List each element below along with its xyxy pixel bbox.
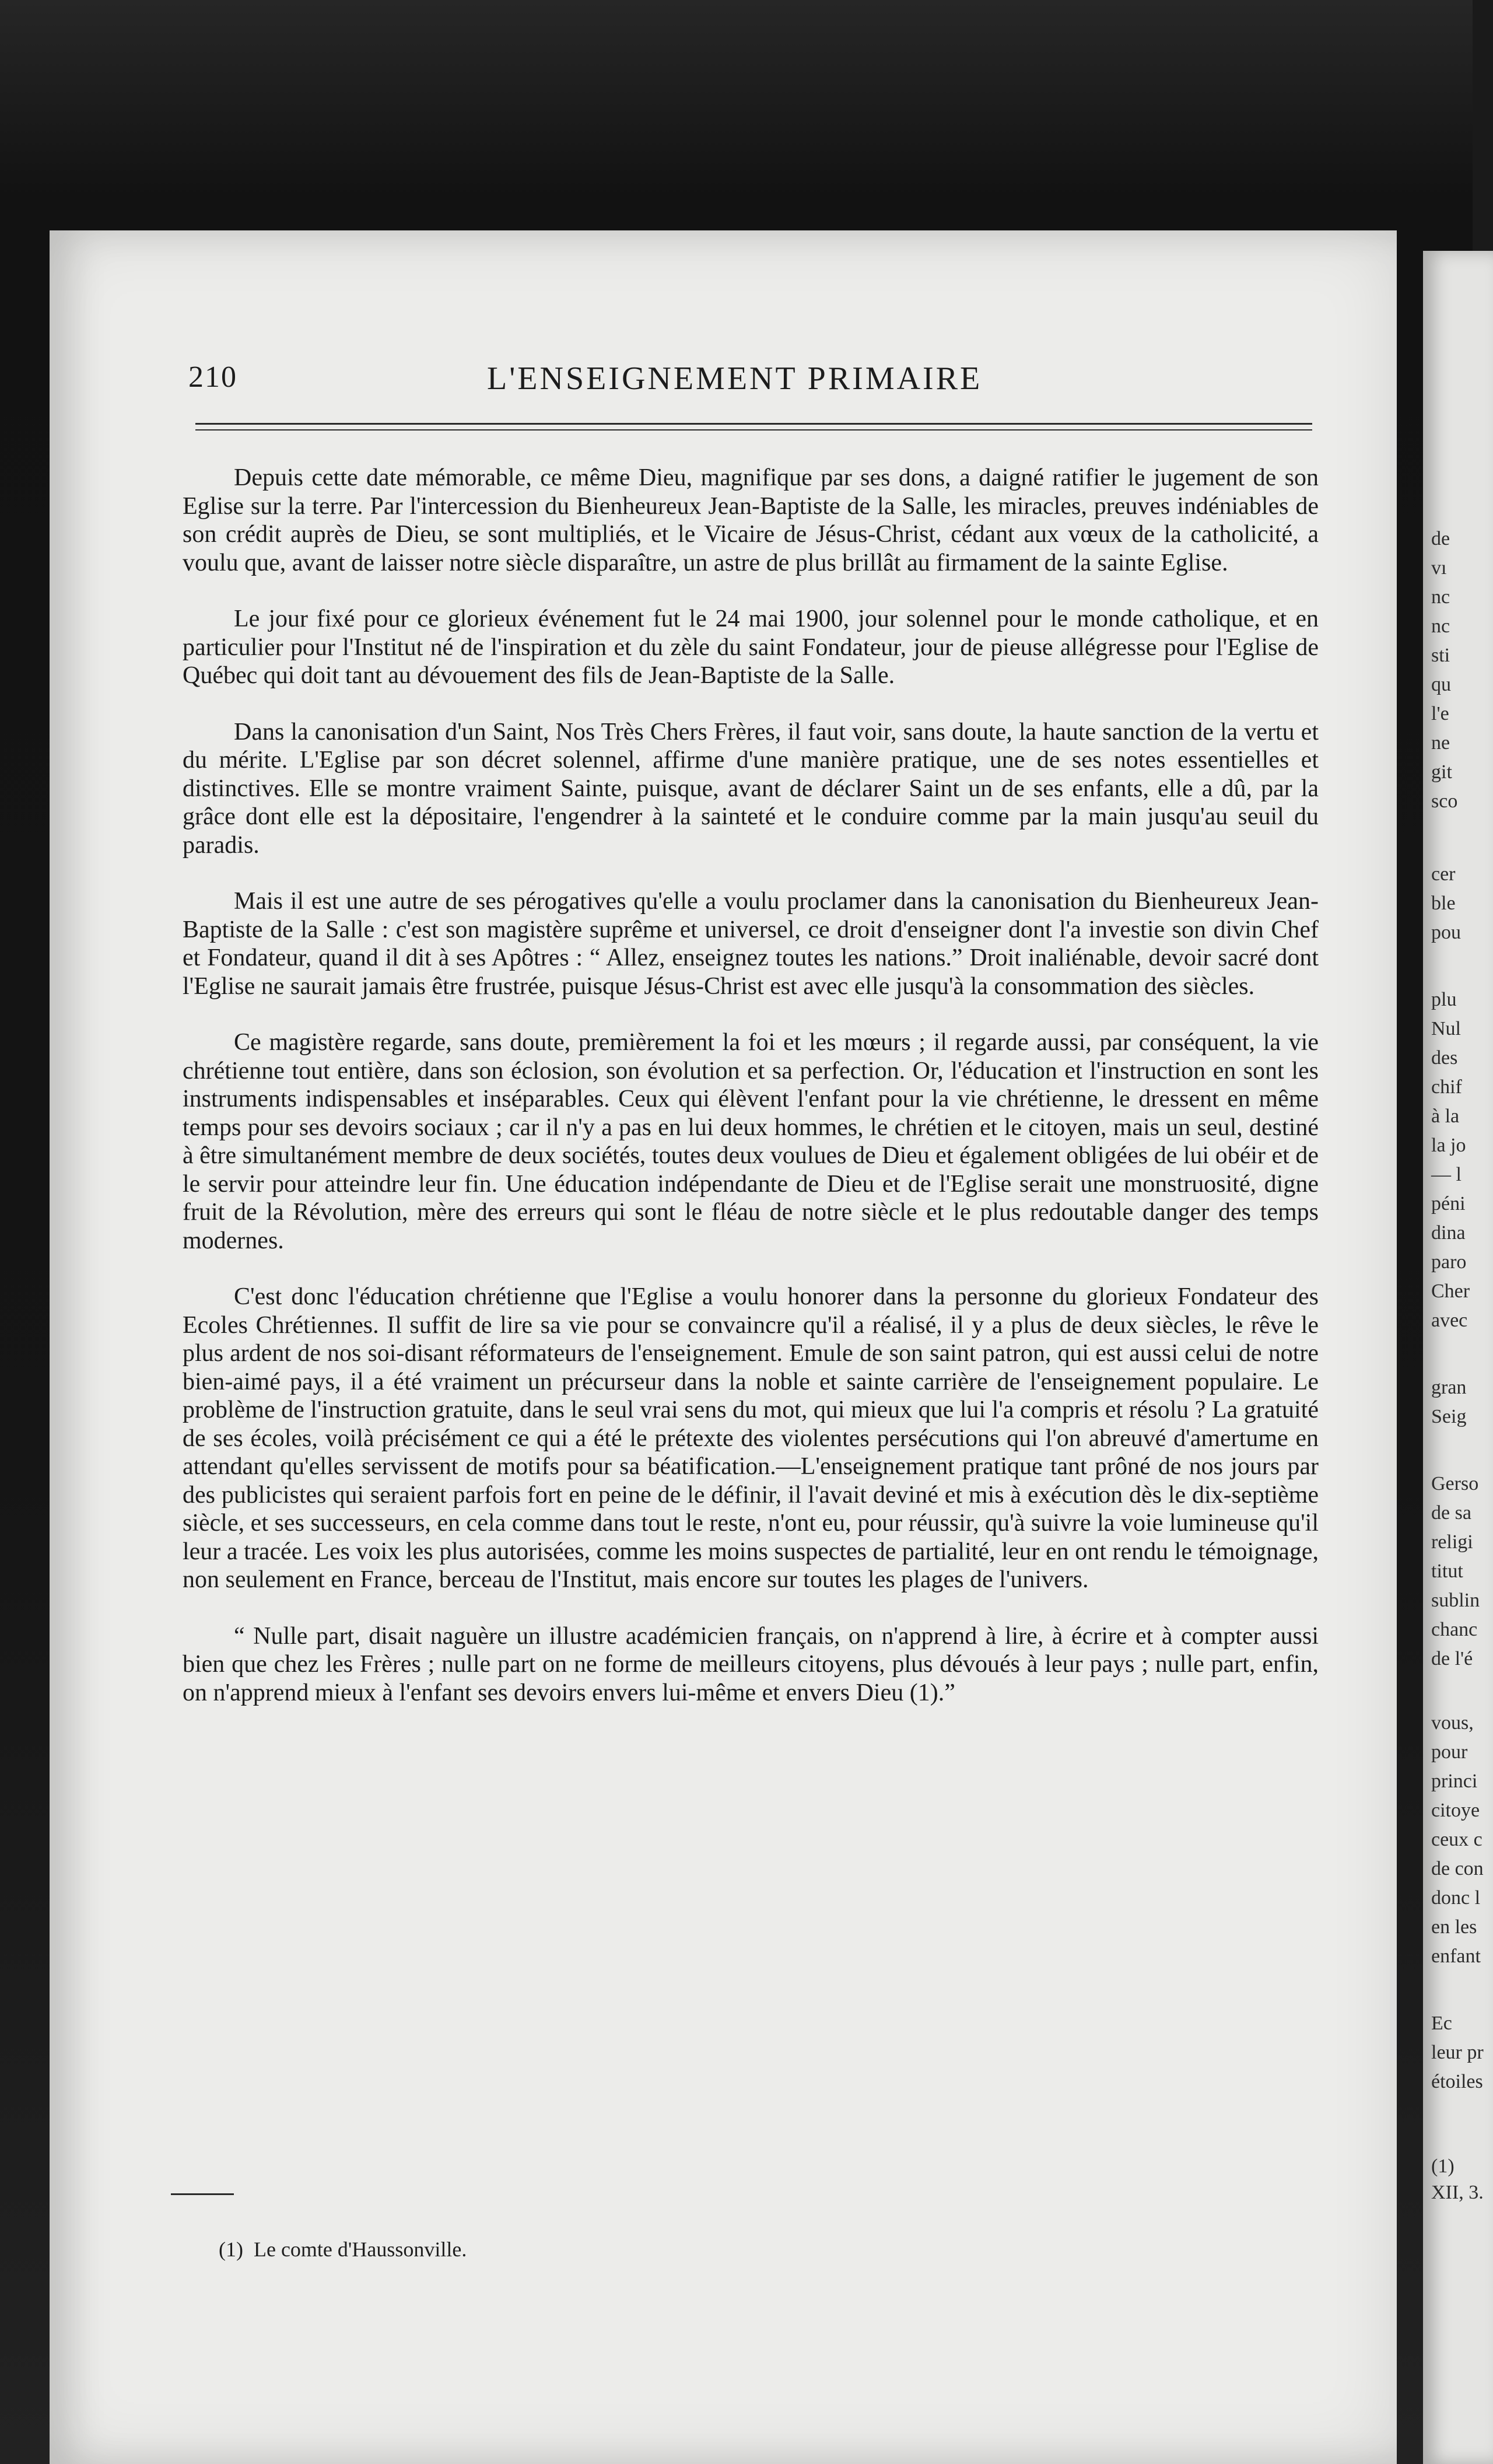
facing-page-fragment: gran: [1431, 1377, 1467, 1398]
header-rule: [195, 423, 1312, 425]
paragraph: Dans la canonisation d'un Saint, Nos Très Chers Frères, il faut voir, sans doute, la haute sanction de la vertu et du mérite. L'Eglise par son décret solennel, affirme d'une manière pratique, une de ses notes essentielles et distinctives. Elle se montre vraiment Sainte, puisque, avant de déclarer Saint un de ses enfants, elle a dû, par la grâce dont elle est la dépositaire, l'engendrer à la sainteté et le conduire comme par la main jusqu'au seuil du paradis.: [183, 718, 1319, 859]
facing-page-fragment: git: [1431, 761, 1452, 783]
facing-page-edge: [1423, 251, 1493, 2464]
facing-page-fragment: l'e: [1431, 703, 1449, 724]
footnote-text: Le comte d'Haussonville.: [253, 2238, 467, 2261]
body-text: [183, 464, 1319, 1735]
paragraph: “ Nulle part, disait naguère un illustre académicien français, on n'apprend à lire, à écrire et à compter aussi bien que chez les Frères ; nulle part on ne forme de meilleurs citoyens, plus dévoués à leur pays ; nulle part, enfin, on n'apprend mieux à l'enfant ses devoirs envers lui-même et envers Dieu (1).”: [183, 1622, 1319, 1706]
facing-page-fragment: chanc: [1431, 1619, 1478, 1640]
footnote: [219, 2237, 467, 2262]
facing-page-fragment: leur pr: [1431, 2042, 1484, 2063]
facing-page-fragment: Cher: [1431, 1280, 1470, 1302]
facing-page-fragment: sublin: [1431, 1590, 1480, 1611]
paragraph: Mais il est une autre de ses pérogatives qu'elle a voulu proclamer dans la canonisation du Bienheureux Jean-Baptiste de la Salle : c'est son magistère suprême et universel, ce droit d'enseigner dont l'a investie son divin Chef et Fondateur, quand il dit à ses Apôtres : “ Allez, enseignez toutes les nations.” Droit inaliénable, devoir sacré dont l'Eglise ne saurait jamais être frustrée, puisque Jésus-Christ est avec elle jusqu'à la consommation des siècles.: [183, 888, 1319, 1000]
facing-page-fragment: XII, 3.: [1431, 2182, 1484, 2203]
facing-page-fragment: sti: [1431, 645, 1450, 666]
facing-page-fragment: Ec: [1431, 2013, 1452, 2034]
facing-page-fragment: Nul: [1431, 1018, 1461, 1040]
facing-page-fragment: titut: [1431, 1560, 1463, 1582]
facing-page-fragment: des: [1431, 1047, 1458, 1069]
facing-page-fragment: qu: [1431, 674, 1451, 695]
paragraph: Le jour fixé pour ce glorieux événement fut le 24 mai 1900, jour solennel pour le monde catholique, et en particulier pour l'Institut né de l'inspiration et du zèle du saint Fondateur, jour de pieuse allégresse pour l'Eglise de Québec qui doit tant au dévouement des fils de Jean-Baptiste de la Salle.: [183, 606, 1319, 689]
running-title: [487, 360, 982, 397]
facing-page-fragment: ne: [1431, 732, 1450, 754]
facing-page-fragment: la jo: [1431, 1135, 1466, 1156]
footnote-mark: (1): [219, 2238, 243, 2261]
facing-page-fragment: (1): [1431, 2155, 1455, 2177]
facing-page-fragment: de sa: [1431, 1502, 1471, 1524]
paragraph: C'est donc l'éducation chrétienne que l'Eglise a voulu honorer dans la personne du glorieux Fondateur des Ecoles Chrétiennes. Il suffit de lire sa vie pour se convaincre qu'il a réalisé, il y a plus de deux siècles, le rêve le plus ardent de nos soi-disant réformateurs de l'enseignement. Emule de son saint patron, qui est aussi celui de notre bien-aimé pays, il a été vraiment un précurseur dans la noble et sainte carrière de l'enseignement populaire. Le problème de l'instruction gratuite, dans le seul vrai sens du mot, qui mieux que lui l'a compris et résolu ? La gratuité de ses écoles, voilà précisément ce qui a été le prétexte des violentes persécutions qui l'on abreuvé d'amertume en attendant qu'elles servissent de motifs pour sa béatification.—L'enseignement pratique tant prôné de nos jours par des publicistes qui seraient parfois fort en peine de le définir, il l'avait deviné et mis à exécution dès le dix-septième siècle, et ses successeurs, en cela comme dans tout le reste, n'ont eu, pour réussir, qu'à suivre la voie lumineuse qu'il leur a tracée. Les voix les plus autorisées, comme les moins suspectes de partialité, leur en ont rendu le témoignage, non seulement en France, berceau de l'Institut, mais encore sur toutes les plages de l'univers.: [183, 1283, 1319, 1593]
facing-page-fragment: nc: [1431, 615, 1450, 637]
facing-page-fragment: cer: [1431, 863, 1456, 885]
facing-page-fragment: à la: [1431, 1105, 1460, 1127]
facing-page-fragment: — l: [1431, 1164, 1462, 1185]
facing-page-fragment: sco: [1431, 790, 1458, 812]
facing-page-fragment: avec: [1431, 1310, 1468, 1331]
facing-page-fragment: dina: [1431, 1222, 1466, 1244]
facing-page-fragment: enfant: [1431, 1945, 1481, 1967]
paragraph: Depuis cette date mémorable, ce même Dieu, magnifique par ses dons, a daigné ratifier le jugement de son Eglise sur la terre. Par l'intercession du Bienheureux Jean-Baptiste de la Salle, les miracles, preuves indéniables de son crédit auprès de Dieu, se sont multipliés, et le Vicaire de Jésus-Christ, cédant aux vœux de la catholicité, a voulu que, avant de laisser notre siècle disparaître, un astre de plus brillât au firmament de la sainte Eglise.: [183, 464, 1319, 576]
facing-page-fragment: vous,: [1431, 1712, 1474, 1734]
facing-page-fragment: vı: [1431, 557, 1447, 579]
facing-page-fragment: ceux c: [1431, 1829, 1483, 1850]
facing-page-fragment: étoiles: [1431, 2071, 1483, 2092]
paragraph: Ce magistère regarde, sans doute, premièrement la foi et les mœurs ; il regarde aussi, par conséquent, la vie chrétienne tout entière, dans son éclosion, son évolution et sa perfection. Or, l'éducation et l'instruction en sont les instruments indispensables et inséparables. Ceux qui élèvent l'enfant pour la vie chrétienne, le dressent en même temps pour ses devoirs sociaux ; car il n'y a pas en lui deux hommes, le chrétien et le citoyen, mais un seul, destiné à être simultanément membre de deux sociétés, toutes deux voulues de Dieu et également obligées de lui obéir et de le servir pour atteindre leur fin. Une éducation indépendante de Dieu et de l'Eglise serait une monstruosité, digne fruit de la Révolution, mère des erreurs qui sont le fléau de notre siècle et le plus redoutable danger des temps modernes.: [183, 1029, 1319, 1254]
facing-page-fragment: de l'é: [1431, 1648, 1473, 1670]
book-page: [50, 230, 1397, 2464]
facing-page-fragment: nc: [1431, 586, 1450, 608]
footnote-rule: [171, 2193, 234, 2195]
facing-page-fragment: pou: [1431, 922, 1461, 943]
facing-page-fragment: religi: [1431, 1531, 1473, 1553]
facing-page-fragment: chif: [1431, 1076, 1462, 1098]
running-title-text: L'ENSEIGNEMENT PRIMAIRE: [487, 360, 983, 397]
facing-page-fragment: péni: [1431, 1193, 1466, 1214]
facing-page-fragment: ble: [1431, 892, 1456, 914]
facing-page-fragment: Gerso: [1431, 1473, 1479, 1494]
facing-page-fragment: Seig: [1431, 1406, 1467, 1427]
facing-page-fragment: citoye: [1431, 1800, 1480, 1821]
facing-page-fragment: paro: [1431, 1251, 1467, 1273]
facing-page-fragment: de con: [1431, 1858, 1484, 1880]
facing-page-fragment: en les: [1431, 1916, 1477, 1938]
facing-page-fragment: plu: [1431, 989, 1457, 1010]
header-rule-double: [195, 429, 1312, 430]
facing-page-fragment: donc l: [1431, 1887, 1481, 1909]
facing-page-fragment: pour: [1431, 1741, 1468, 1763]
facing-page-fragment: de: [1431, 528, 1450, 550]
page-number: 210: [188, 360, 237, 394]
facing-page-fragment: princi: [1431, 1770, 1478, 1792]
